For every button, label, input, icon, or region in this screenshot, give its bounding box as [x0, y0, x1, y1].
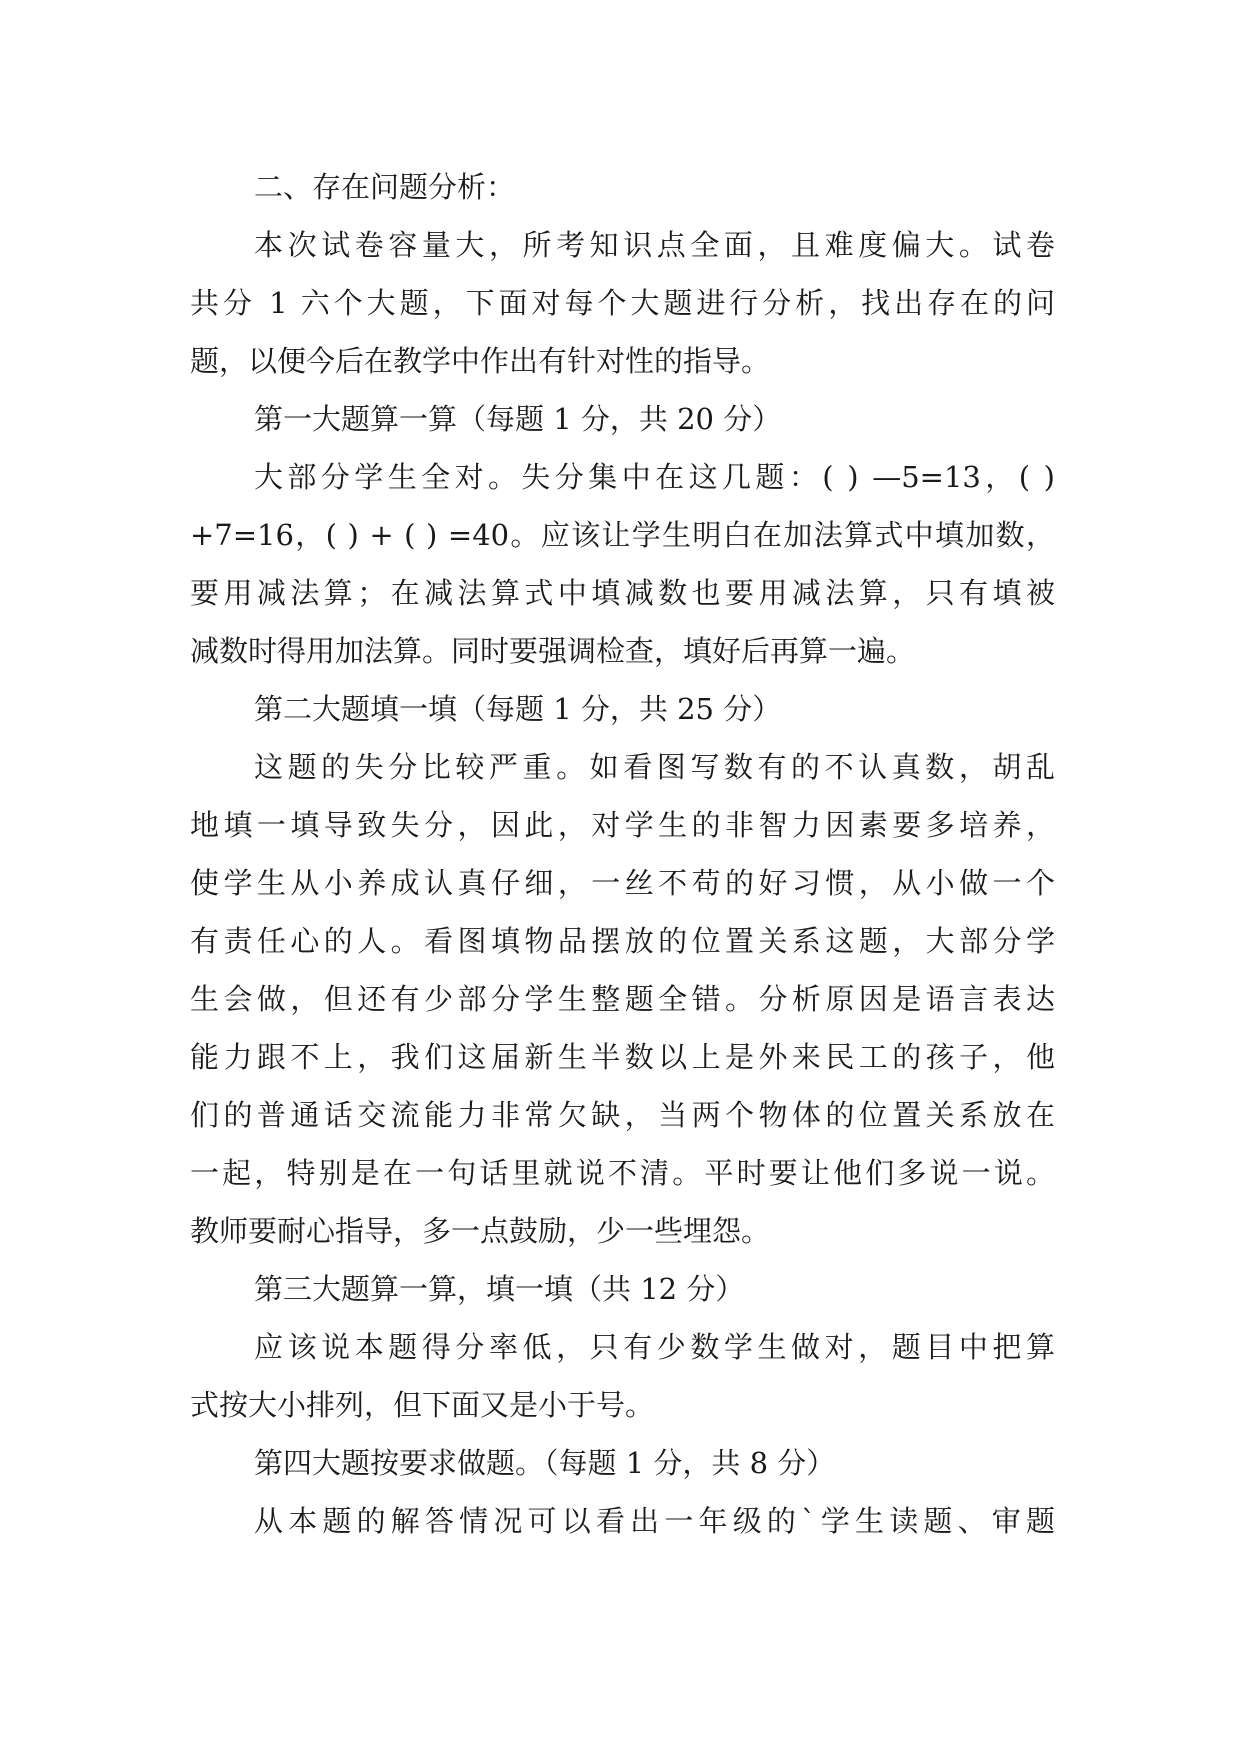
paragraph-line: 共分 1 六个大题，下面对每个大题进行分析，找出存在的问	[190, 286, 1055, 320]
question-heading: 第一大题算一算（每题 1 分，共 20 分）	[254, 402, 782, 436]
question-heading: 第二大题填一填（每题 1 分，共 25 分）	[254, 692, 782, 726]
paragraph-line: 地填一填导致失分，因此，对学生的非智力因素要多培养，	[190, 808, 1055, 842]
paragraph-line: 有责任心的人。看图填物品摆放的位置关系这题，大部分学	[190, 924, 1055, 958]
paragraph-line: 这题的失分比较严重。如看图写数有的不认真数，胡乱	[254, 750, 1055, 784]
paragraph-line: 本次试卷容量大，所考知识点全面，且难度偏大。试卷	[254, 228, 1055, 262]
question-heading: 第三大题算一算，填一填（共 12 分）	[254, 1272, 745, 1306]
question-heading: 第四大题按要求做题。（每题 1 分，共 8 分）	[254, 1446, 836, 1480]
paragraph-line: 减数时得用加法算。同时要强调检查，填好后再算一遍。	[190, 634, 916, 668]
paragraph-line: 生会做，但还有少部分学生整题全错。分析原因是语言表达	[190, 982, 1055, 1016]
paragraph-line: 式按大小排列，但下面又是小于号。	[190, 1388, 655, 1422]
paragraph-line: +7=16，( ) + ( ) =40。应该让学生明白在加法算式中填加数，	[190, 518, 1055, 552]
section-heading: 二、存在问题分析：	[254, 170, 516, 204]
paragraph-line: 大部分学生全对。失分集中在这几题：( ) —5=13，( )	[254, 460, 1055, 494]
paragraph-line: 应该说本题得分率低，只有少数学生做对，题目中把算	[254, 1330, 1055, 1364]
document-body	[190, 158, 1055, 1550]
paragraph-line: 使学生从小养成认真仔细，一丝不苟的好习惯，从小做一个	[190, 866, 1055, 900]
paragraph-line: 教师要耐心指导，多一点鼓励，少一些埋怨。	[190, 1214, 771, 1248]
paragraph-line: 要用减法算；在减法算式中填减数也要用减法算，只有填被	[190, 576, 1055, 610]
paragraph-line: 从本题的解答情况可以看出一年级的`学生读题、审题	[254, 1504, 1055, 1538]
paragraph-line: 一起，特别是在一句话里就说不清。平时要让他们多说一说。	[190, 1156, 1055, 1190]
paragraph-line: 能力跟不上，我们这届新生半数以上是外来民工的孩子，他	[190, 1040, 1055, 1074]
paragraph-line: 题，以便今后在教学中作出有针对性的指导。	[190, 344, 771, 378]
paragraph-line: 们的普通话交流能力非常欠缺，当两个物体的位置关系放在	[190, 1098, 1055, 1132]
